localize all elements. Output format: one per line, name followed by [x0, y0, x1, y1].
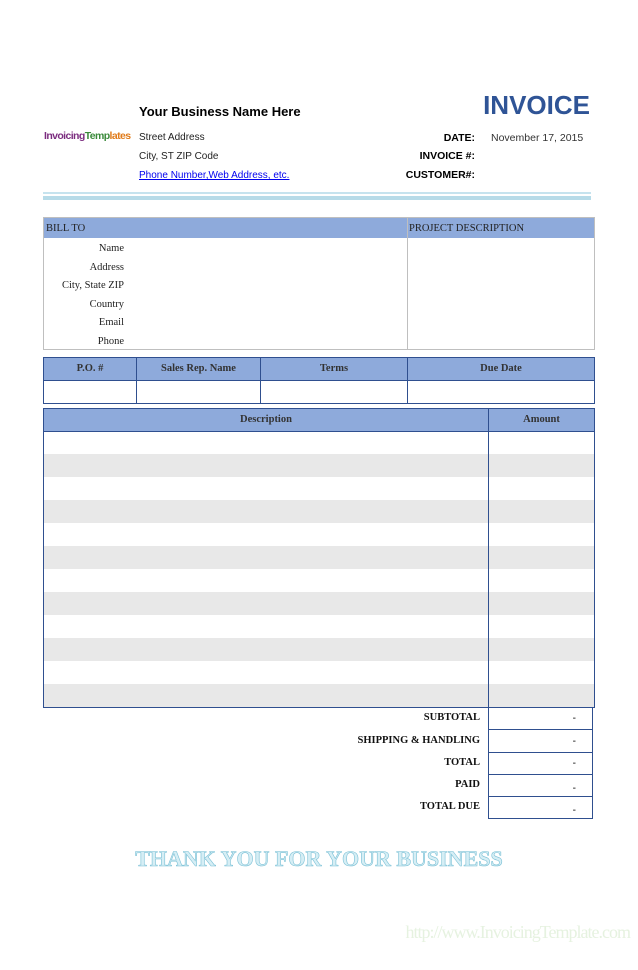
due-date-header: Due Date: [480, 363, 522, 374]
total-due-value: -: [488, 797, 593, 819]
items-table: [43, 408, 595, 708]
project-description-heading: PROJECT DESCRIPTION: [409, 223, 525, 234]
subtotal-value: -: [488, 707, 593, 730]
divider: [43, 196, 591, 200]
customer-number-label: CUSTOMER#:: [405, 169, 475, 181]
date-value[interactable]: November 17, 2015: [491, 132, 584, 144]
business-name: Your Business Name Here: [139, 104, 301, 119]
terms-cell[interactable]: [261, 381, 407, 403]
street-address: Street Address: [139, 132, 205, 143]
amount-header: Amount: [523, 414, 560, 425]
city-zip: City, ST ZIP Code: [139, 151, 219, 162]
description-header: Description: [240, 414, 292, 425]
field-phone: Phone: [97, 336, 124, 347]
sales-rep-cell[interactable]: [137, 381, 260, 403]
date-label: DATE:: [443, 132, 475, 144]
divider: [44, 431, 594, 432]
field-name: Name: [98, 243, 124, 254]
bill-to-heading: BILL TO: [46, 223, 86, 234]
invoice-title: INVOICE: [483, 90, 590, 120]
total-due-label: TOTAL DUE: [419, 801, 480, 812]
due-date-cell[interactable]: [408, 381, 594, 403]
subtotal-label: SUBTOTAL: [423, 712, 480, 723]
shipping-label: SHIPPING & HANDLING: [357, 735, 480, 746]
field-email: Email: [98, 317, 124, 328]
total-label: TOTAL: [444, 757, 480, 768]
watermark: http://www.InvoicingTemplate.com: [405, 922, 630, 942]
company-logo: InvoicingTemplates: [44, 130, 131, 142]
paid-label: PAID: [455, 779, 480, 790]
total-value: -: [488, 753, 593, 775]
sales-rep-header: Sales Rep. Name: [161, 363, 236, 374]
shipping-value[interactable]: -: [488, 730, 593, 753]
field-city-state-zip: City, State ZIP: [61, 280, 124, 291]
field-country: Country: [89, 299, 124, 310]
divider: [488, 408, 489, 707]
po-number-cell[interactable]: [44, 381, 136, 403]
divider: [407, 218, 408, 349]
paid-value[interactable]: -: [488, 775, 593, 797]
terms-header: Terms: [319, 363, 349, 374]
divider: [43, 192, 591, 194]
po-number-header: P.O. #: [76, 363, 104, 374]
invoice-number-label: INVOICE #:: [419, 150, 475, 162]
thank-you-message: THANK YOU FOR YOUR BUSINESS: [135, 846, 503, 871]
contact-link[interactable]: Phone Number,Web Address, etc.: [139, 170, 290, 181]
field-address: Address: [89, 262, 124, 273]
